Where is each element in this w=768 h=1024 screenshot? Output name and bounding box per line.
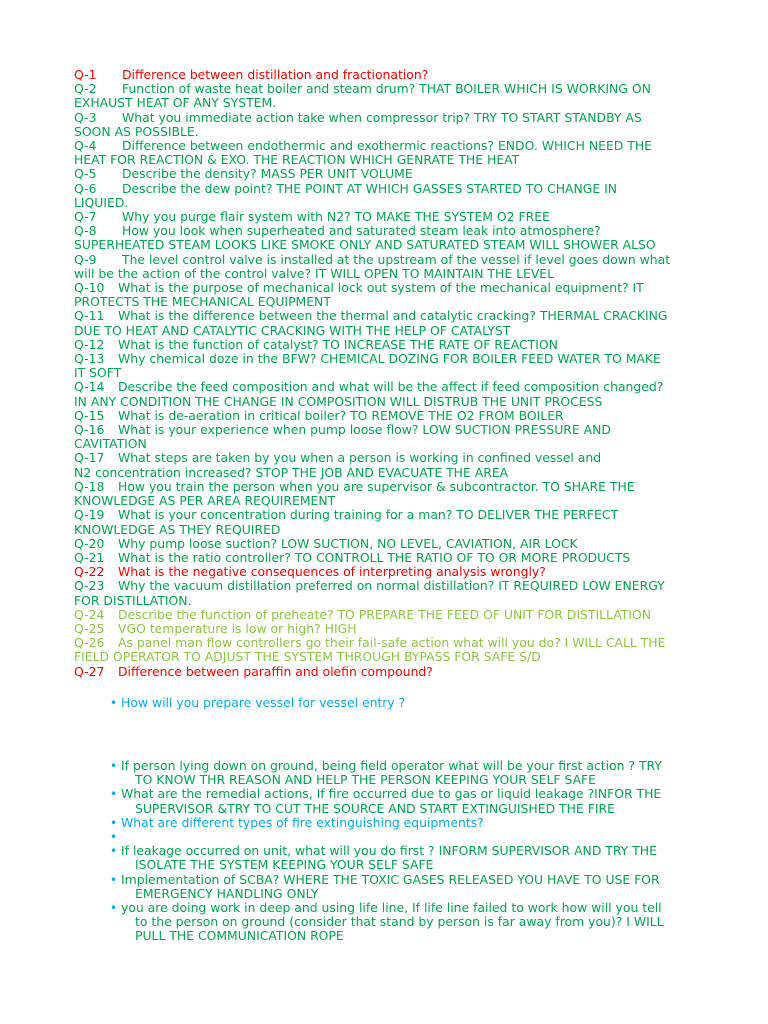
bullet-text [121,829,125,844]
question-continuation: N2 concentration increased? STOP THE JOB AND EVACUATE THE AREA [74,464,509,480]
question-row [74,480,694,494]
bullet-dot-icon: • [110,759,118,773]
bullet-text: Implementation of SCBA? WHERE THE TOXIC GASES RELEASED YOU HAVE TO USE FOR [121,871,660,887]
question-text: Difference between paraffin and olefin compound? [118,663,433,679]
question-continuation: KNOWLEDGE AS PER AREA REQUIREMENT [74,493,336,509]
question-text: What is the function of catalyst? TO INCREASE THE RATE OF REACTION [118,336,558,352]
question-row [74,565,694,579]
bullet-text-block [121,901,700,944]
question-row [74,423,694,437]
question-number: Q-20 [74,535,105,551]
question-text: Why you purge flair system with N2? TO MAKE THE SYSTEM O2 FREE [122,209,550,225]
bullet-text: What are the remedial actions, If fire occurred due to gas or liquid leakage ?INFOR THE [121,786,662,802]
question-text: How you look when superheated and saturated steam leak into atmosphere? [122,223,601,239]
bullet-continuation: EMERGENCY HANDLING ONLY [135,885,319,901]
question-row [74,167,694,181]
bullet-continuation: to the person on ground (consider that stand by person is far away from you)? I WILL [135,914,664,930]
bullet-item [110,830,700,844]
question-text: Describe the function of preheate? TO PREPARE THE FEED OF UNIT FOR DISTILLATION [118,606,651,622]
question-row [74,111,694,125]
question-number: Q-19 [74,507,105,523]
question-row [74,210,694,224]
question-number: Q-21 [74,549,105,565]
question-text: What is the purpose of mechanical lock out system of the mechanical equipment? IT [118,280,644,296]
bullet-dot-icon: • [110,844,118,859]
question-text: What is your concentration during training for a man? TO DELIVER THE PERFECT [118,507,619,523]
bullet-text-block [121,787,700,815]
question-row [74,68,694,82]
question-text: Why the vacuum distillation preferred on normal distillation? IT REQUIRED LOW ENERGY [118,578,665,594]
question-number: Q-13 [74,351,105,367]
question-text: What steps are taken by you when a person is working in confined vessel and [118,450,602,466]
bullet-dot-icon: • [110,901,118,916]
bullet-item [110,844,700,872]
question-row [74,451,694,465]
question-continuation: IN ANY CONDITION THE CHANGE IN COMPOSITION WILL DISTRUB THE UNIT PROCESS [74,393,603,409]
question-row [74,338,694,352]
bullet-dot-icon: • [110,815,118,830]
question-number: Q-2 [74,81,97,97]
question-text: What is the ratio controller? TO CONTROLL THE RATIO OF TO OR MORE PRODUCTS [118,549,631,565]
question-row [74,551,694,565]
bullet-continuation: ISOLATE THE SYSTEM KEEPING YOUR SELF SAFE [135,857,434,873]
question-row [74,665,694,679]
question-continuation: CAVITATION [74,436,147,452]
question-number: Q-12 [74,336,105,352]
question-continuation: SUPERHEATED STEAM LOOKS LIKE SMOKE ONLY AND SATURATED STEAM WILL SHOWER ALSO [74,237,656,253]
question-row [74,380,694,394]
question-number: Q-22 [74,564,105,580]
question-continuation: EXHAUST HEAT OF ANY SYSTEM. [74,95,277,111]
bullet-text: If person lying down on ground, being field operator what will be your first action ? TRY [121,758,662,773]
question-row [74,622,694,636]
question-continuation: IT SOFT [74,365,122,381]
bullet-list [110,759,700,944]
question-text: What you immediate action take when compressor trip? TRY TO START STANDBY AS [122,109,642,125]
question-number: Q-3 [74,109,97,125]
question-row [74,281,694,295]
question-row [74,139,694,153]
question-number: Q-7 [74,209,97,225]
question-continuation: KNOWLEDGE AS THEY REQUIRED [74,521,281,537]
question-continuation: PROTECTS THE MECHANICAL EQUIPMENT [74,294,331,310]
bullet-continuation: SUPERVISOR &TRY TO CUT THE SOURCE AND START EXTINGUISHED THE FIRE [135,800,615,816]
bullet-text-block [121,830,700,844]
question-number: Q-4 [74,138,97,154]
question-text: Describe the feed composition and what will be the affect if feed composition changed? [118,379,664,395]
question-number: Q-18 [74,478,105,494]
question-text: Function of waste heat boiler and steam drum? THAT BOILER WHICH IS WORKING ON [122,81,651,97]
question-text: Difference between distillation and fractionation? [122,67,429,82]
question-row [74,309,694,323]
question-row [74,608,694,622]
question-number: Q-9 [74,251,97,267]
question-number: Q-27 [74,663,105,679]
question-continuation: HEAT FOR REACTION & EXO. THE REACTION WHICH GENRATE THE HEAT [74,152,520,168]
bullet-text-block [121,873,700,901]
question-number: Q-17 [74,450,105,466]
question-row [74,182,694,196]
questions-list [74,68,694,679]
bullet-text: you are doing work in deep and using life line, If life line failed to work how will you tell [121,900,662,916]
bullet-text: If leakage occurred on unit, what will you do first ? INFORM SUPERVISOR AND TRY THE [121,843,657,859]
question-continuation: FOR DISTILLATION. [74,592,192,608]
question-row [74,537,694,551]
question-number: Q-10 [74,280,105,296]
question-continuation: DUE TO HEAT AND CATALYTIC CRACKING WITH THE HELP OF CATALYST [74,322,511,338]
question-number: Q-26 [74,635,105,651]
question-number: Q-5 [74,166,97,182]
bullet-dot-icon: • [110,830,118,845]
question-row [74,579,694,593]
question-continuation: LIQUIED. [74,194,129,210]
bullet-item [110,759,700,787]
question-number: Q-15 [74,407,105,423]
bullet-item [110,816,700,830]
bullet-first [110,696,700,710]
question-row [74,508,694,522]
bullet-item [110,696,700,710]
question-text: VGO temperature is low or high? HIGH [118,620,357,636]
question-number: Q-6 [74,180,97,196]
bullet-text-block [121,844,700,872]
bullet-continuation: TO KNOW THR REASON AND HELP THE PERSON KEEPING YOUR SELF SAFE [135,772,597,788]
question-text: Describe the density? MASS PER UNIT VOLUME [122,166,413,182]
question-text: What is the negative consequences of interpreting analysis wrongly? [118,564,546,580]
question-row [74,352,694,366]
question-continuation: SOON AS POSSIBLE. [74,123,199,139]
question-text: What is your experience when pump loose flow? LOW SUCTION PRESSURE AND [118,422,611,438]
question-text: How you train the person when you are supervisor & subcontractor. TO SHARE THE [118,478,635,494]
question-number: Q-14 [74,379,105,395]
question-number: Q-16 [74,422,105,438]
question-number: Q-8 [74,223,97,239]
bullet-text-block [121,816,700,830]
question-continuation: will be the action of the control valve? IT WILL OPEN TO MAINTAIN THE LEVEL [74,265,555,281]
question-row [74,253,694,267]
question-row [74,409,694,423]
question-text: Describe the dew point? THE POINT AT WHICH GASSES STARTED TO CHANGE IN [122,180,618,196]
bullet-dot-icon: • [110,872,118,887]
question-row [74,82,694,96]
question-row [74,636,694,650]
question-continuation: FIELD OPERATOR TO ADJUST THE SYSTEM THROUGH BYPASS FOR SAFE S/D [74,649,541,665]
question-text: As panel man flow controllers go their fail-safe action what will you do? I WILL CALL THE [118,635,666,651]
question-number: Q-1 [74,67,97,82]
question-text: What is the difference between the thermal and catalytic cracking? THERMAL CRACKING [118,308,668,324]
bullet-dot-icon: • [110,787,118,802]
question-number: Q-23 [74,578,105,594]
question-text: Why chemical doze in the BFW? CHEMICAL DOZING FOR BOILER FEED WATER TO MAKE [118,351,661,367]
question-number: Q-24 [74,606,105,622]
question-number: Q-11 [74,308,105,324]
bullet-item [110,787,700,815]
bullet-text: What are different types of fire extinguishing equipments? [121,814,484,830]
question-text: What is de-aeration in critical boiler? TO REMOVE THE O2 FROM BOILER [118,407,564,423]
bullet-text: How will you prepare vessel for vessel entry ? [121,695,406,710]
bullet-text-block [121,759,700,787]
bullet-text-block [121,696,700,710]
question-text: Why pump loose suction? LOW SUCTION, NO LEVEL, CAVIATION, AIR LOCK [118,535,578,551]
question-text: Difference between endothermic and exothermic reactions? ENDO. WHICH NEED THE [122,138,652,154]
question-number: Q-25 [74,620,105,636]
question-text: The level control valve is installed at the upstream of the vessel if level goes down what [122,251,671,267]
bullet-continuation: PULL THE COMMUNICATION ROPE [135,928,344,944]
bullet-dot-icon: • [110,696,118,710]
bullet-item [110,873,700,901]
bullet-item [110,901,700,944]
question-row [74,224,694,238]
